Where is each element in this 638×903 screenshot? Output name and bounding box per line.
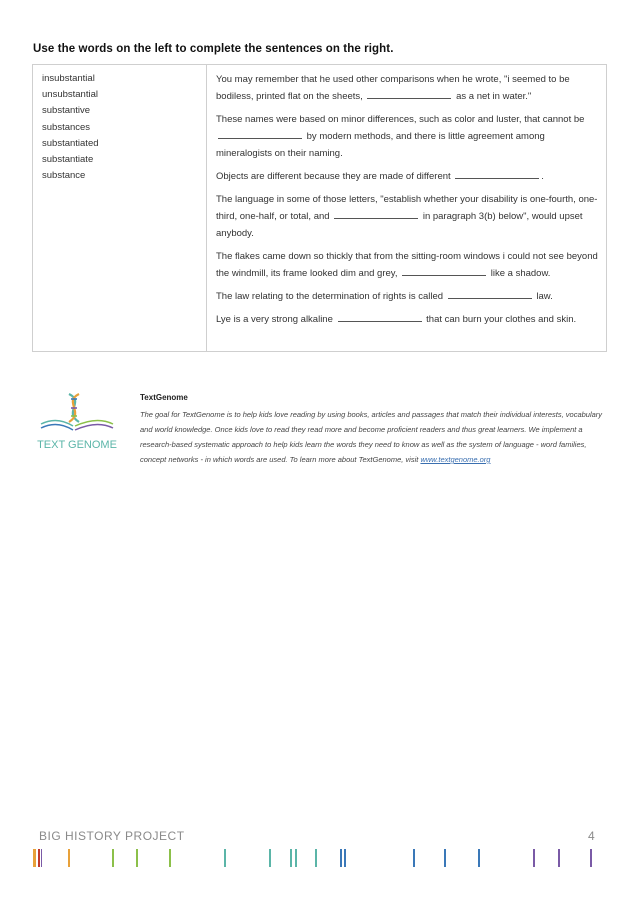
about-body: The goal for TextGenome is to help kids love reading by using books, articles and passages that match their individual interests, vocabulary and world knowledge. Once kids love to read they read more and become proficient readers and thus great learners. We implement a research-based systematic approach to help kids learn the words they need to know as well as the system of language - word families, concept networks - in which words are used. To learn more about TextGenome, visit: [140, 410, 603, 464]
answer-blank[interactable]: [338, 311, 422, 322]
about-section: [140, 393, 605, 467]
sentence: [216, 71, 601, 105]
word-bank-item: substantiate: [42, 153, 94, 165]
about-text: [140, 407, 605, 467]
word-bank-item: substantive: [42, 105, 91, 117]
about-title: TextGenome: [140, 393, 188, 402]
color-bar: [315, 849, 317, 867]
color-bar: [444, 849, 446, 867]
color-bar: [269, 849, 271, 867]
color-bar: [169, 849, 171, 867]
instruction-heading: Use the words on the left to complete the sentences on the right.: [33, 43, 394, 55]
color-bar: [41, 849, 42, 867]
color-bar: [295, 849, 297, 867]
word-bank-item: substances: [42, 121, 91, 133]
textgenome-link[interactable]: www.textgenome.org: [420, 455, 491, 464]
word-bank-item: insubstantial: [42, 73, 95, 84]
sentence-end: in paragraph 3(b) below", would upset anybody.: [216, 211, 583, 239]
color-bar: [344, 849, 346, 867]
sentence: [216, 311, 601, 328]
color-bar: [33, 849, 36, 867]
sentence-start: The flakes came down so thickly that from the sitting-room windows i could not see beyond the windmill, its frame looked dim and grey,: [216, 251, 598, 279]
column-divider: [206, 65, 207, 351]
exercise-table: [32, 64, 607, 352]
sentence-start: The law relating to the determination of rights is called: [216, 291, 444, 302]
sentence-end: like a shadow.: [490, 268, 551, 279]
word-bank-item: substantiated: [42, 137, 99, 149]
color-bar: [340, 849, 342, 867]
answer-blank[interactable]: [218, 128, 302, 139]
color-bar: [478, 849, 480, 867]
sentence-start: The language in some of those letters, "establish whether your disability is one-fourth, one-third, one-half, or total, and: [216, 194, 598, 222]
answer-blank[interactable]: [367, 88, 451, 99]
color-bar: [290, 849, 292, 867]
color-bar: [533, 849, 535, 867]
color-bar: [38, 849, 40, 867]
sentence-start: Objects are different because they are made of different: [216, 171, 451, 182]
sentence-start: These names were based on minor differences, such as color and luster, that cannot be: [216, 114, 585, 125]
color-bar: [590, 849, 592, 867]
sentence-end: as a net in water.": [456, 91, 532, 102]
color-bar: [558, 849, 560, 867]
answer-blank[interactable]: [402, 265, 486, 276]
logo-wordmark: TEXT GENOME: [37, 439, 117, 451]
answer-blank[interactable]: [334, 208, 418, 219]
sentence: [216, 288, 601, 305]
color-bar: [136, 849, 138, 867]
answer-blank[interactable]: [455, 168, 539, 179]
book-page-left: [41, 424, 73, 430]
sentence-end: by modern methods, and there is little agreement among mineralogists on their naming.: [216, 131, 545, 159]
answer-blank[interactable]: [448, 288, 532, 299]
sentence-end: that can burn your clothes and skin.: [426, 314, 577, 325]
word-bank-item: substance: [42, 170, 86, 182]
sentence-start: You may remember that he used other comparisons when he wrote, "i seemed to be bodiless, printed flat on the sheets,: [216, 74, 570, 102]
word-bank: [42, 71, 99, 184]
sentence: [216, 168, 601, 185]
color-bar: [224, 849, 226, 867]
sentence: [216, 111, 601, 162]
sentence-end: .: [541, 171, 544, 182]
sentence-end: law.: [536, 291, 553, 302]
sentence: [216, 191, 601, 242]
footer-color-bars: [0, 848, 638, 868]
color-bar: [112, 849, 114, 867]
footer-project-label: BIG HISTORY PROJECT: [39, 829, 185, 843]
sentence-start: Lye is a very strong alkaline: [216, 314, 333, 325]
page-number: 4: [588, 829, 595, 843]
sentence-list: [216, 71, 601, 334]
color-bar: [413, 849, 415, 867]
sentence: [216, 248, 601, 282]
book-page-right: [75, 424, 113, 430]
textgenome-logo: [33, 388, 121, 458]
word-bank-item: unsubstantial: [42, 89, 98, 101]
color-bar: [68, 849, 70, 867]
